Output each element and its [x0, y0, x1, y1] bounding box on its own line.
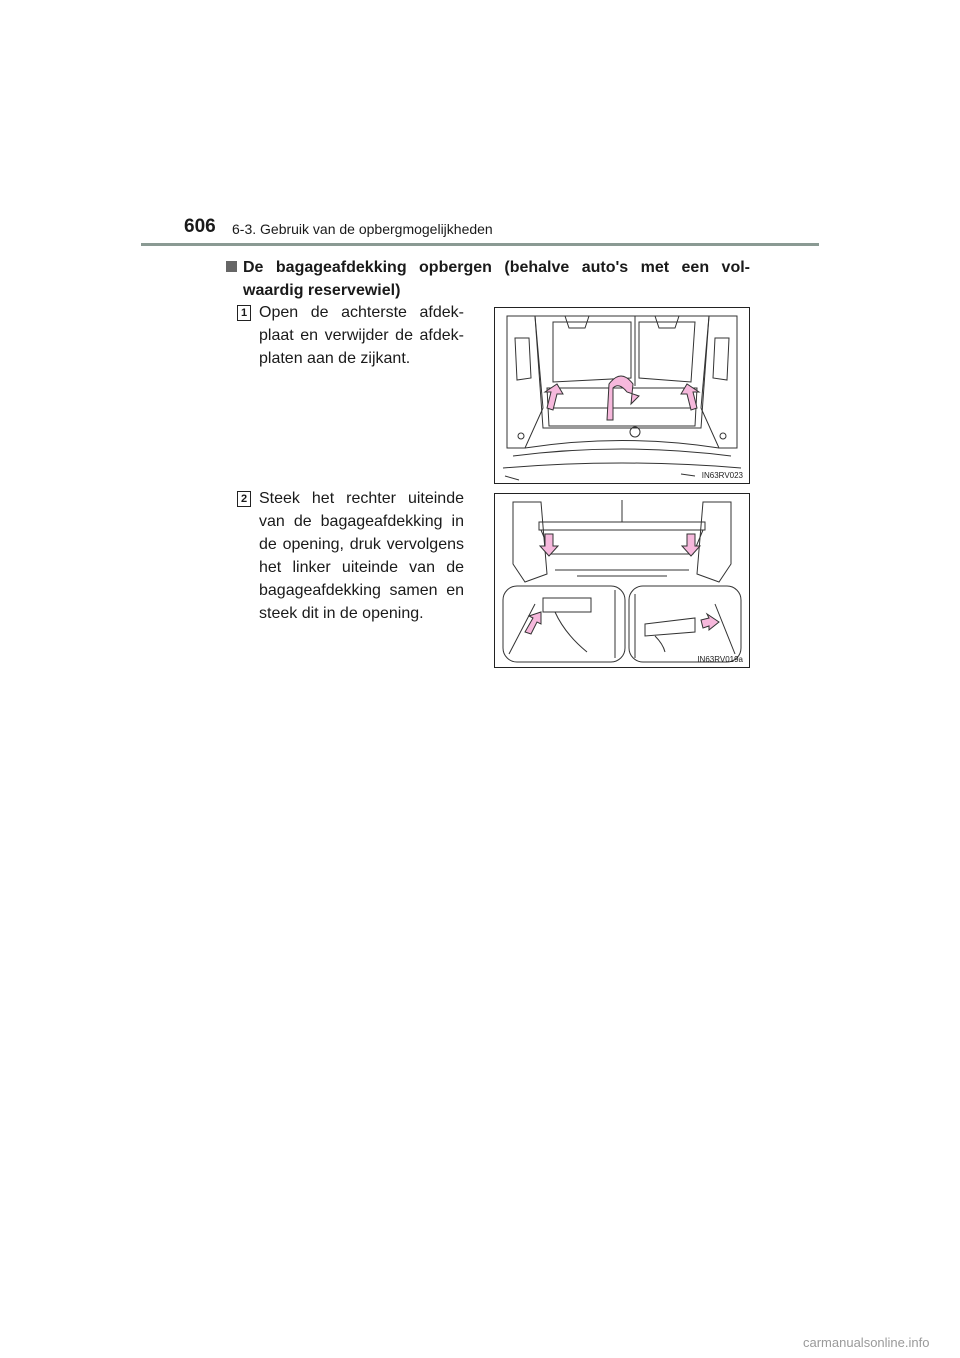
figure-id-label: IN63RV019a	[697, 655, 743, 664]
figure-id-label: IN63RV023	[701, 471, 743, 480]
step-2-line: Steek het rechter uiteinde	[259, 490, 464, 507]
step-2-line: van de bagageafdekking in	[259, 513, 464, 530]
heading-line-2: waardig reservewiel)	[243, 282, 401, 299]
step-2-line: steek dit in de opening.	[259, 605, 424, 622]
section-title: 6-3. Gebruik van de opbergmogelijkheden	[232, 221, 493, 237]
figure-cover-install	[494, 493, 750, 668]
step-number-2: 2	[237, 491, 251, 507]
step-text-2	[259, 487, 464, 625]
watermark: carmanualsonline.info	[803, 1335, 930, 1350]
header-rule	[141, 243, 819, 246]
step-2-line: de opening, druk vervolgens	[259, 536, 464, 553]
step-1-line: plaat en verwijder de afdek-	[259, 327, 464, 344]
cover-install-illustration	[495, 494, 749, 667]
heading-bullet-icon	[226, 261, 237, 272]
step-1-line: platen aan de zijkant.	[259, 350, 411, 367]
step-2-line: het linker uiteinde van de	[259, 559, 464, 576]
step-2-line: bagageafdekking samen en	[259, 582, 464, 599]
step-text-1	[259, 301, 464, 370]
trunk-illustration	[495, 308, 749, 483]
step-number-1: 1	[237, 305, 251, 321]
heading-line-1: De bagageafdekking opbergen (behalve auto's met een vol-	[243, 259, 750, 276]
figure-trunk-open	[494, 307, 750, 484]
page-number: 606	[184, 216, 216, 237]
step-1-line: Open de achterste afdek-	[259, 304, 464, 321]
